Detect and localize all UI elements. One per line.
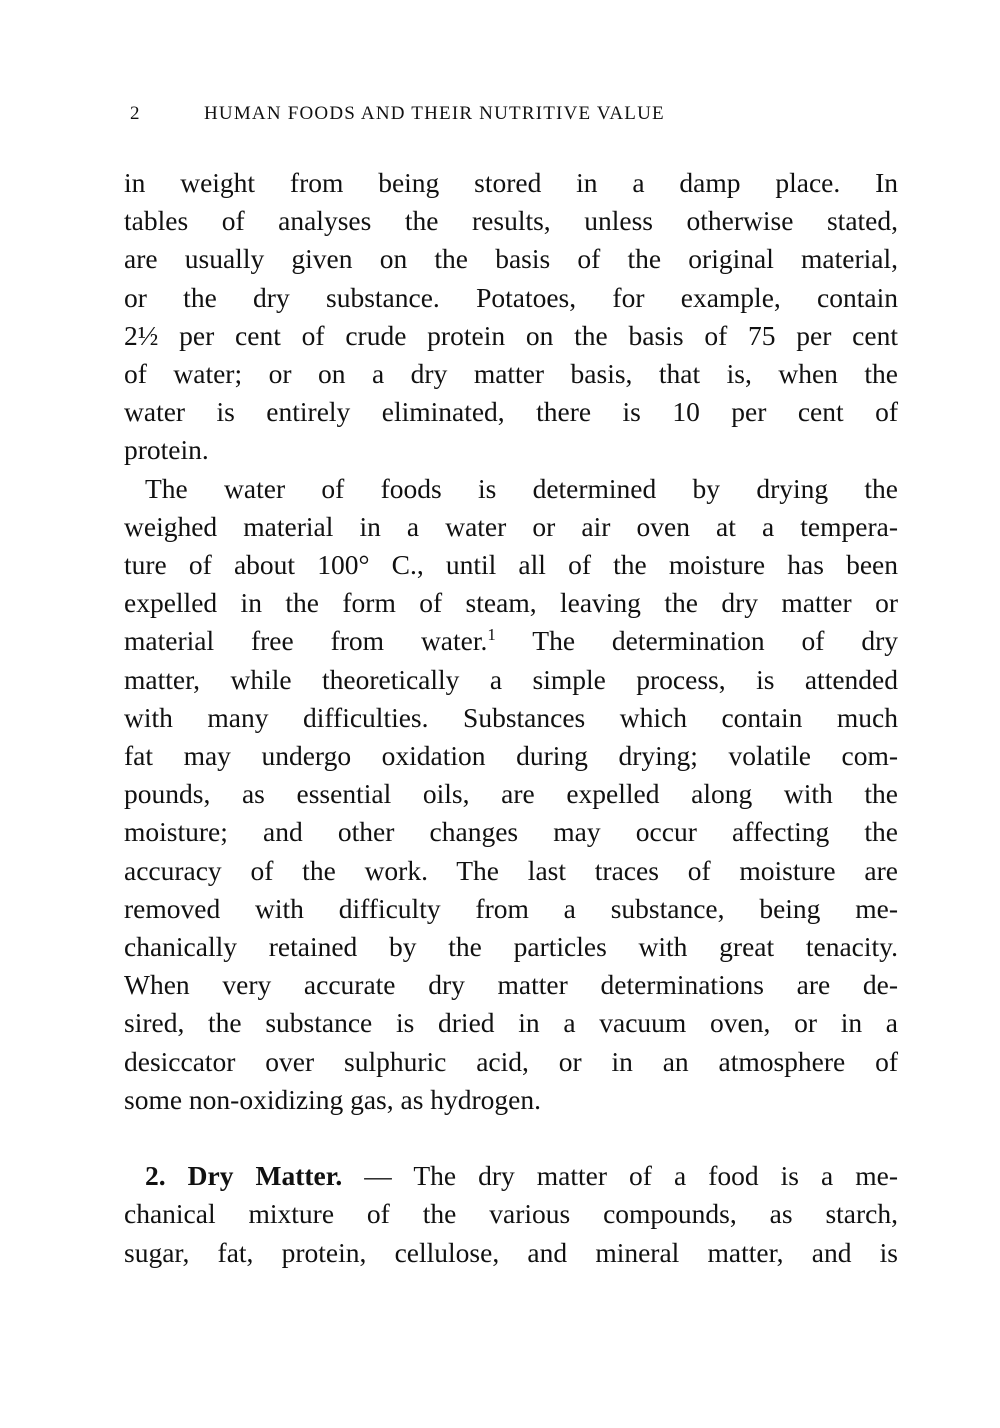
running-title: HUMAN FOODS AND THEIR NUTRITIVE VALUE — [204, 103, 665, 124]
page-number: 2 — [130, 103, 141, 124]
text-line — [124, 622, 898, 660]
text-line: sugar, fat, protein, cellulose, and mineral matter, and is — [124, 1236, 898, 1268]
text-line: in weight from being stored in a damp place. In — [124, 167, 898, 198]
text-line — [124, 1157, 898, 1195]
paragraph-2 — [124, 470, 898, 1119]
text-line: water is entirely eliminated, there is 10 per cent of — [124, 396, 898, 428]
text-line: moisture; and other changes may occur affecting the — [124, 816, 898, 848]
text-line: desiccator over sulphuric acid, or in an atmosphere of — [124, 1045, 898, 1077]
text-line: The water of foods is determined by drying the — [145, 472, 898, 504]
text-segment: — The dry matter of a food is a me- — [342, 1160, 898, 1192]
text-line: chanical mixture of the various compounds, as starch, — [124, 1198, 898, 1230]
text-line: tables of analyses the results, unless otherwise stated, — [124, 205, 898, 237]
page-body — [124, 164, 898, 1272]
text-line: When very accurate dry matter determinations are de- — [124, 969, 898, 1001]
text-line: or the dry substance. Potatoes, for example, contain — [124, 281, 898, 313]
text-segment: material free from water. — [124, 625, 488, 657]
text-line: sired, the substance is dried in a vacuum oven, or in a — [124, 1007, 898, 1039]
text-line: of water; or on a dry matter basis, that is, when the — [124, 358, 898, 390]
text-line: accuracy of the work. The last traces of moisture are — [124, 854, 898, 886]
text-line: pounds, as essential oils, are expelled along with the — [124, 778, 898, 810]
text-line: protein. — [124, 434, 209, 466]
text-line: expelled in the form of steam, leaving the dry matter or — [124, 587, 898, 619]
text-line: fat may undergo oxidation during drying; volatile com- — [124, 740, 898, 772]
text-line: 2½ per cent of crude protein on the basis of 75 per cent — [124, 319, 898, 351]
text-line: are usually given on the basis of the original material, — [124, 243, 898, 275]
text-line: some non-oxidizing gas, as hydrogen. — [124, 1083, 542, 1115]
section-heading: 2. Dry Matter. — [145, 1160, 343, 1192]
section-dry-matter — [124, 1157, 898, 1272]
text-line: with many difficulties. Substances which contain much — [124, 701, 898, 733]
text-line: removed with difficulty from a substance, being me- — [124, 892, 898, 924]
text-line: weighed material in a water or air oven at a tempera- — [124, 510, 898, 542]
text-line: chanically retained by the particles with great tenacity. — [124, 931, 898, 963]
paragraph-1 — [124, 164, 898, 470]
footnote-reference[interactable]: 1 — [487, 625, 496, 645]
text-line: matter, while theoretically a simple process, is attended — [124, 663, 898, 695]
text-line: ture of about 100° C., until all of the moisture has been — [124, 549, 898, 581]
text-segment: The determination of dry — [495, 625, 898, 657]
